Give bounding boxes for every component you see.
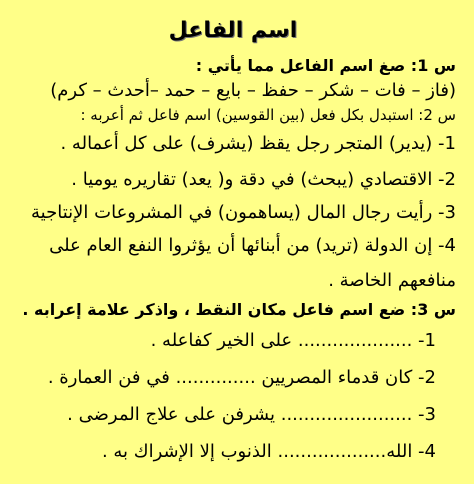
question-2-label: س 2: استبدل بكل فعل (بين القوسين) اسم فاعل ثم أعربه : [80,106,456,124]
question-3-label: س 3: ضع اسم فاعل مكان النقط ، واذكر علامة إعرابه . [22,300,456,319]
question-3-item-4: 4- الله................... الذنوب إلا الإشراك به . [101,441,436,462]
question-2-item-4-continued: منافعهم الخاصة . [328,270,456,291]
question-3-item-1: 1- .................... على الخير كفاعله . [150,330,436,351]
page-title: اسم الفاعل [168,18,298,43]
question-1-words: (فاز – فات – شكر – حفظ – بايع – حمد –أحدث – كرم) [50,80,456,101]
question-3-item-2: 2- كان قدماء المصريين .............. في فن العمارة . [47,367,436,388]
question-2-item-4: 4- إن الدولة (تريد) من أبنائها أن يؤثروا النفع العام على [49,235,456,256]
question-2-item-2: 2- الاقتصادي (يبحث) في دقة و( يعد) تقاريره يوميا . [71,169,456,190]
question-3-item-3: 3- ....................... يشرفن على علاج المرضى . [67,404,436,425]
question-2-item-1: 1- (يدير) المتجر رجل يقظ (يشرف) على كل أعماله . [60,133,456,154]
question-1-label: س 1: صغ اسم الفاعل مما يأتي : [195,56,456,75]
question-2-item-3: 3- رأيت رجال المال (يساهمون) في المشروعات الإنتاجية [31,202,456,223]
